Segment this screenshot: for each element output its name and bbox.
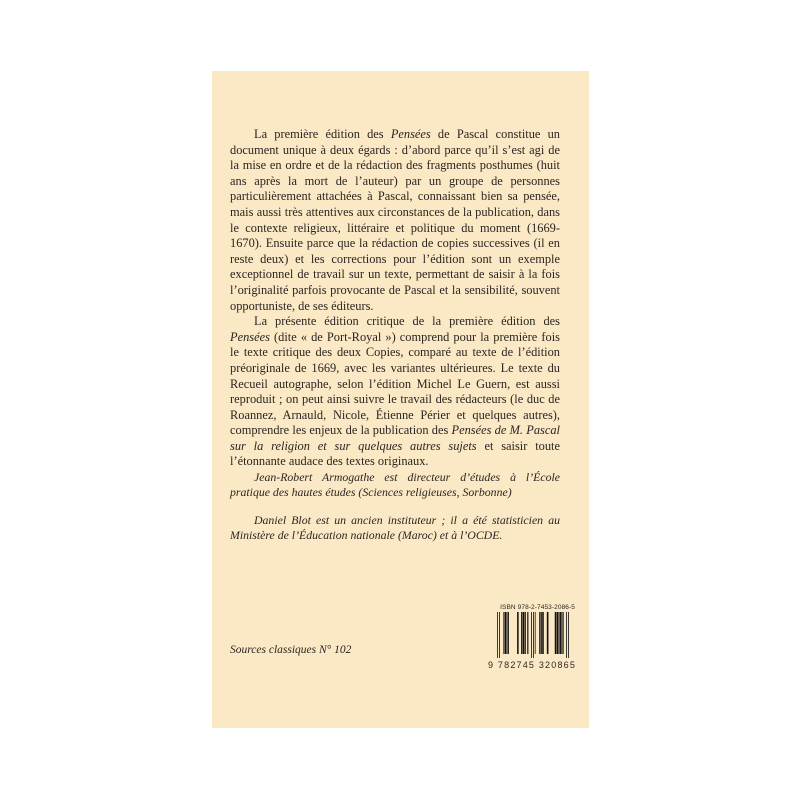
barcode-bar xyxy=(499,612,500,658)
text-run: de Pascal constitue un document unique à deux égards : d’abord parce qu’il s’est agi de la mise en ordre et de la rédaction des fragments posthumes (huit ans après la mort de l’auteur) par un groupe de personnes particulièrement attachées à Pascal, connaissant bien sa pensée, mais aussi très attentives aux circonstances de la publication, dans le contexte religieux, littéraire et politique du moment (1669-1670). Ensuite parce que la rédaction de copies successives (il en reste deux) et les corrections pour l’édition sont un exemple exceptionnel de travail sur un texte, permettant de saisir à la fois l’originalité parfois provocante de Pascal et la sensibilité, souvent opportuniste, de ses éditeurs. xyxy=(230,127,560,313)
barcode-bar xyxy=(527,612,528,654)
barcode-digits: 9 782745 320865 xyxy=(488,660,577,670)
barcode-bar xyxy=(539,612,540,654)
text-run: (dite « de Port-Royal ») comprend pour la première fois le texte critique des deux Copies, comparé au texte de l’édition préoriginale de 1669, avec les variantes ultérieures. Le texte du Recueil autographe, selon l’édition Michel Le Guern, est aussi reproduit ; on peut ainsi suivre le travail des rédacteurs (le duc de Roannez, Arnauld, Nicole, Étienne Périer et quelques autres), comprendre les enjeux de la publication des xyxy=(230,329,560,438)
barcode-bar xyxy=(503,612,504,654)
barcode-bar xyxy=(547,612,549,654)
barcode-bar xyxy=(560,612,561,654)
description xyxy=(230,127,560,470)
text-run: La première édition des xyxy=(254,127,391,141)
barcode-bar xyxy=(566,612,567,658)
barcode-bar xyxy=(555,612,557,654)
barcode-bar xyxy=(505,612,506,654)
barcode-bar xyxy=(542,612,544,654)
barcode-bar xyxy=(533,612,534,658)
barcode-bar xyxy=(541,612,542,654)
barcode-bar xyxy=(497,612,498,658)
description-paragraph-1 xyxy=(230,127,560,314)
barcode-bar xyxy=(523,612,524,654)
author-bio-blot: Daniel Blot est un ancien instituteur ; il a été statisticien au Ministère de l’Éducation nationale (Maroc) et à l’OCDE. xyxy=(230,513,560,543)
isbn-label: ISBN 978-2-7453-2086-5 xyxy=(500,604,575,611)
description-paragraph-2 xyxy=(230,314,560,470)
italic-title: Pensées xyxy=(230,329,270,344)
italic-title: Pensées xyxy=(390,127,431,141)
barcode-bar xyxy=(561,612,562,654)
barcode-bar xyxy=(517,612,519,654)
italic-title: Pensées de M. Pascal sur la religion et sur quelques autres sujets xyxy=(230,423,560,453)
text-run: et saisir toute l’étonnante audace des textes originaux. xyxy=(230,438,560,469)
barcode xyxy=(496,612,576,658)
barcode-bar xyxy=(525,612,526,654)
series-label: Sources classiques N° 102 xyxy=(230,644,352,656)
barcode-bar xyxy=(521,612,522,654)
barcode-bar xyxy=(508,612,509,654)
barcode-bar xyxy=(562,612,563,654)
author-bio-armogathe: Jean-Robert Armogathe est directeur d’études à l’École pratique des hautes études (Sciences religieuses, Sorbonne) xyxy=(230,470,560,500)
barcode-bar xyxy=(568,612,569,658)
barcode-bar xyxy=(506,612,507,654)
barcode-bar xyxy=(559,612,560,654)
text-run: La présente édition critique de la première édition des xyxy=(254,314,560,329)
barcode-bar xyxy=(535,612,536,654)
barcode-bar xyxy=(557,612,558,654)
barcode-bar xyxy=(531,612,532,658)
